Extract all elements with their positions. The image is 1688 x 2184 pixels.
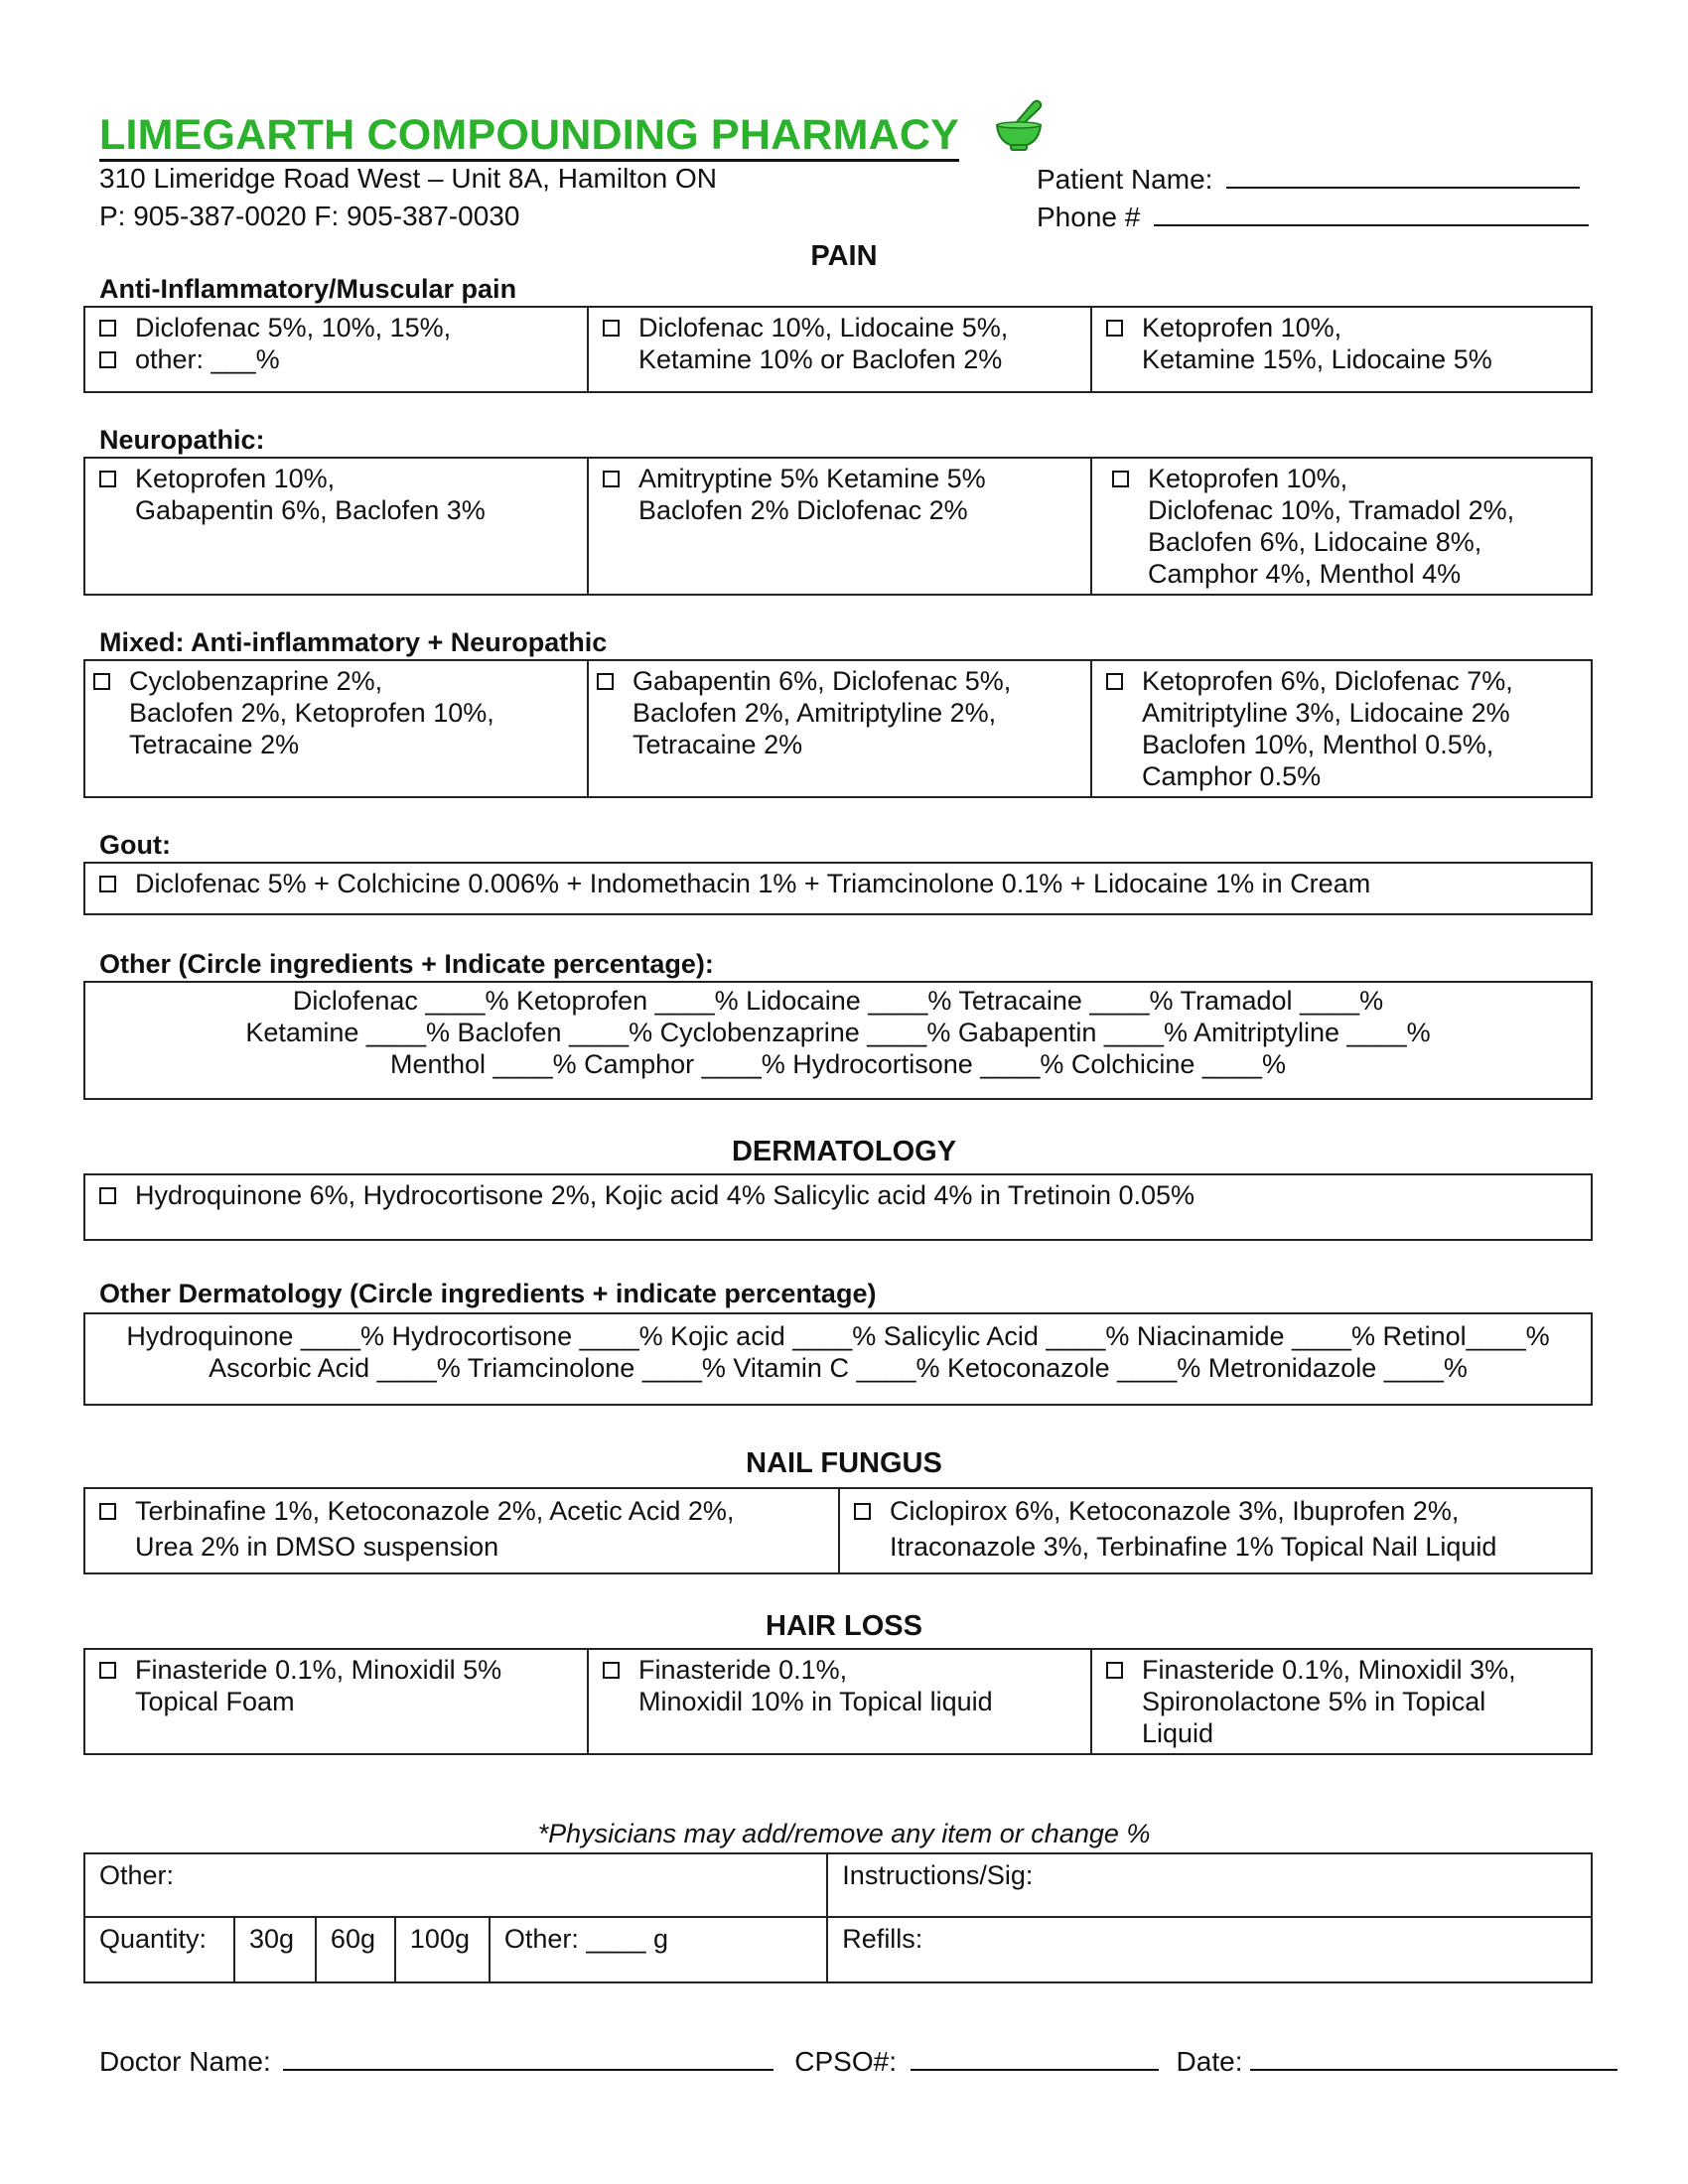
anti-inflammatory-option-1b[interactable] <box>99 343 579 375</box>
checkbox[interactable] <box>603 1662 620 1679</box>
anti-inflammatory-box <box>83 306 1593 393</box>
dermatology-other-label: Other Dermatology (Circle ingredients + indicate percentage) <box>99 1279 877 1308</box>
mixed-label: Mixed: Anti-inflammatory + Neuropathic <box>99 627 608 657</box>
option-text: Ketoprofen 6%, Diclofenac 7%, Amitriptyline 3%, Lidocaine 2% Baclofen 10%, Menthol 0.5%, Camphor 0.5% <box>1142 666 1513 791</box>
mixed-box <box>83 659 1593 798</box>
quantity-30g-option[interactable] <box>234 1917 316 1982</box>
neuropathic-option-2[interactable] <box>589 459 1092 594</box>
patient-phone-field[interactable] <box>1037 199 1589 235</box>
checkbox[interactable] <box>1106 673 1123 690</box>
checkbox[interactable] <box>1106 1662 1123 1679</box>
gout-option-1[interactable] <box>85 864 1591 913</box>
option-text: Amitryptine 5% Ketamine 5% Baclofen 2% Diclofenac 2% <box>638 464 986 525</box>
option-text: other: ___% <box>135 344 280 374</box>
anti-inflammatory-label: Anti-Inflammatory/Muscular pain <box>99 274 517 304</box>
option-text: Diclofenac 5% + Colchicine 0.006% + Indomethacin 1% + Triamcinolone 0.1% + Lidocaine 1% in Cream <box>135 869 1371 898</box>
checkbox[interactable] <box>854 1503 871 1520</box>
mixed-option-1[interactable] <box>85 661 589 796</box>
dermatology-option-1[interactable] <box>85 1175 1591 1239</box>
quantity-60g-label: 60g <box>330 1924 375 1954</box>
quantity-60g-option[interactable] <box>316 1917 395 1982</box>
pharmacy-address: 310 Limeridge Road West – Unit 8A, Hamilton ON <box>99 163 717 194</box>
doctor-name-label: Doctor Name: <box>99 2046 271 2077</box>
neuropathic-box <box>83 457 1593 596</box>
mortar-pestle-icon <box>993 97 1045 153</box>
hair-loss-option-2[interactable] <box>589 1650 1092 1753</box>
patient-name-field[interactable] <box>1037 161 1580 198</box>
date-label: Date: <box>1176 2046 1243 2077</box>
quantity-100g-label: 100g <box>409 1924 470 1954</box>
dermatology-other-line-1: Hydroquinone ____% Hydrocortisone ____% Kojic acid ____% Salicylic Acid ____% Niacinamide ____% Retinol____% <box>126 1321 1550 1351</box>
option-text: Hydroquinone 6%, Hydrocortisone 2%, Kojic acid 4% Salicylic acid 4% in Tretinoin 0.05% <box>135 1180 1196 1210</box>
pain-other-box <box>83 981 1593 1100</box>
pain-heading: PAIN <box>810 240 878 272</box>
hair-loss-option-1[interactable] <box>85 1650 589 1753</box>
dermatology-other-ingredients[interactable] <box>85 1314 1591 1404</box>
refills-field[interactable] <box>827 1917 1592 1982</box>
dermatology-other-box <box>83 1312 1593 1406</box>
checkbox[interactable] <box>99 1187 116 1204</box>
neuropathic-option-1[interactable] <box>85 459 589 594</box>
quantity-label-cell <box>84 1917 234 1982</box>
pain-other-label: Other (Circle ingredients + Indicate percentage): <box>99 949 714 979</box>
option-text: Finasteride 0.1%, Minoxidil 3%, Spironolactone 5% in Topical Liquid <box>1142 1655 1516 1748</box>
neuropathic-label: Neuropathic: <box>99 425 265 455</box>
anti-inflammatory-option-1a[interactable] <box>99 312 579 343</box>
other-label: Other: <box>99 1860 175 1890</box>
quantity-other-option[interactable] <box>490 1917 827 1982</box>
hair-loss-heading: HAIR LOSS <box>766 1610 922 1642</box>
pharmacy-phone-fax: P: 905-387-0020 F: 905-387-0030 <box>99 201 520 231</box>
option-text: Finasteride 0.1%, Minoxidil 5% Topical Foam <box>135 1655 502 1716</box>
checkbox[interactable] <box>99 1503 116 1520</box>
checkbox[interactable] <box>1106 320 1123 337</box>
nail-fungus-option-2[interactable] <box>840 1489 1591 1572</box>
patient-phone-label: Phone # <box>1037 202 1141 232</box>
dermatology-heading: DERMATOLOGY <box>731 1136 957 1167</box>
dermatology-box <box>83 1173 1593 1241</box>
option-text: Ketoprofen 10%, Ketamine 15%, Lidocaine 5% <box>1142 313 1492 374</box>
option-text: Terbinafine 1%, Ketoconazole 2%, Acetic Acid 2%, Urea 2% in DMSO suspension <box>135 1496 735 1562</box>
order-details-table <box>83 1852 1593 1983</box>
hair-loss-box <box>83 1648 1593 1755</box>
option-text: Diclofenac 10%, Lidocaine 5%, Ketamine 10% or Baclofen 2% <box>638 313 1009 374</box>
checkbox[interactable] <box>99 471 116 487</box>
option-text: Ketoprofen 10%, Diclofenac 10%, Tramadol 2%, Baclofen 6%, Lidocaine 8%, Camphor 4%, Menthol 4% <box>1148 464 1515 589</box>
mixed-option-3[interactable] <box>1092 661 1591 796</box>
checkbox[interactable] <box>597 673 614 690</box>
mixed-option-2[interactable] <box>589 661 1092 796</box>
anti-inflammatory-option-1 <box>85 308 589 391</box>
patient-name-label: Patient Name: <box>1037 164 1213 195</box>
instructions-field[interactable] <box>827 1853 1592 1917</box>
gout-label: Gout: <box>99 830 171 860</box>
instructions-label: Instructions/Sig: <box>842 1860 1034 1890</box>
option-text: Finasteride 0.1%, Minoxidil 10% in Topical liquid <box>638 1655 993 1716</box>
anti-inflammatory-option-2[interactable] <box>589 308 1092 391</box>
pain-other-line-3: Menthol ____% Camphor ____% Hydrocortisone ____% Colchicine ____% <box>389 1049 1287 1079</box>
neuropathic-option-3[interactable] <box>1092 459 1591 594</box>
doctor-name-line[interactable] <box>283 2043 774 2071</box>
option-text: Ciclopirox 6%, Ketoconazole 3%, Ibuprofen 2%, Itraconazole 3%, Terbinafine 1% Topical Nail Liquid <box>890 1496 1497 1562</box>
quantity-100g-option[interactable] <box>395 1917 490 1982</box>
checkbox[interactable] <box>603 320 620 337</box>
patient-name-line[interactable] <box>1226 161 1580 189</box>
pain-other-line-2: Ketamine ____% Baclofen ____% Cyclobenzaprine ____% Gabapentin ____% Amitriptyline ____% <box>245 1018 1431 1047</box>
cpso-line[interactable] <box>911 2043 1159 2071</box>
option-text: Diclofenac 5%, 10%, 15%, <box>135 313 452 342</box>
anti-inflammatory-option-3[interactable] <box>1092 308 1591 391</box>
quantity-30g-label: 30g <box>248 1924 295 1954</box>
pain-other-ingredients[interactable] <box>85 983 1591 1098</box>
checkbox[interactable] <box>1112 471 1129 487</box>
signature-row <box>99 2043 1618 2078</box>
cpso-label: CPSO#: <box>794 2046 897 2077</box>
option-text: Cyclobenzaprine 2%, Baclofen 2%, Ketoprofen 10%, Tetracaine 2% <box>129 666 494 759</box>
checkbox[interactable] <box>99 1662 116 1679</box>
quantity-other-label: Other: ____ g <box>503 1924 669 1954</box>
hair-loss-option-3[interactable] <box>1092 1650 1591 1753</box>
checkbox[interactable] <box>93 673 110 690</box>
checkbox[interactable] <box>99 351 116 368</box>
dermatology-other-line-2: Ascorbic Acid ____% Triamcinolone ____% Vitamin C ____% Ketoconazole ____% Metronidazole ____% <box>209 1353 1468 1383</box>
option-text: Ketoprofen 10%, Gabapentin 6%, Baclofen 3% <box>135 464 486 525</box>
other-field[interactable] <box>84 1853 827 1917</box>
gout-box <box>83 862 1593 915</box>
patient-phone-line[interactable] <box>1154 199 1589 226</box>
checkbox[interactable] <box>99 320 116 337</box>
nail-fungus-heading: NAIL FUNGUS <box>746 1447 942 1479</box>
physician-note: *Physicians may add/remove any item or change % <box>537 1819 1151 1848</box>
nail-fungus-option-1[interactable] <box>85 1489 840 1572</box>
pharmacy-title: LIMEGARTH COMPOUNDING PHARMACY <box>99 111 959 162</box>
quantity-label: Quantity: <box>99 1924 208 1954</box>
date-line[interactable] <box>1250 2043 1618 2071</box>
option-text: Gabapentin 6%, Diclofenac 5%, Baclofen 2%, Amitriptyline 2%, Tetracaine 2% <box>633 666 1012 759</box>
checkbox[interactable] <box>99 876 116 892</box>
checkbox[interactable] <box>603 471 620 487</box>
refills-label: Refills: <box>842 1924 923 1954</box>
pain-other-line-1: Diclofenac ____% Ketoprofen ____% Lidocaine ____% Tetracaine ____% Tramadol ____% <box>292 986 1384 1016</box>
nail-fungus-box <box>83 1487 1593 1574</box>
